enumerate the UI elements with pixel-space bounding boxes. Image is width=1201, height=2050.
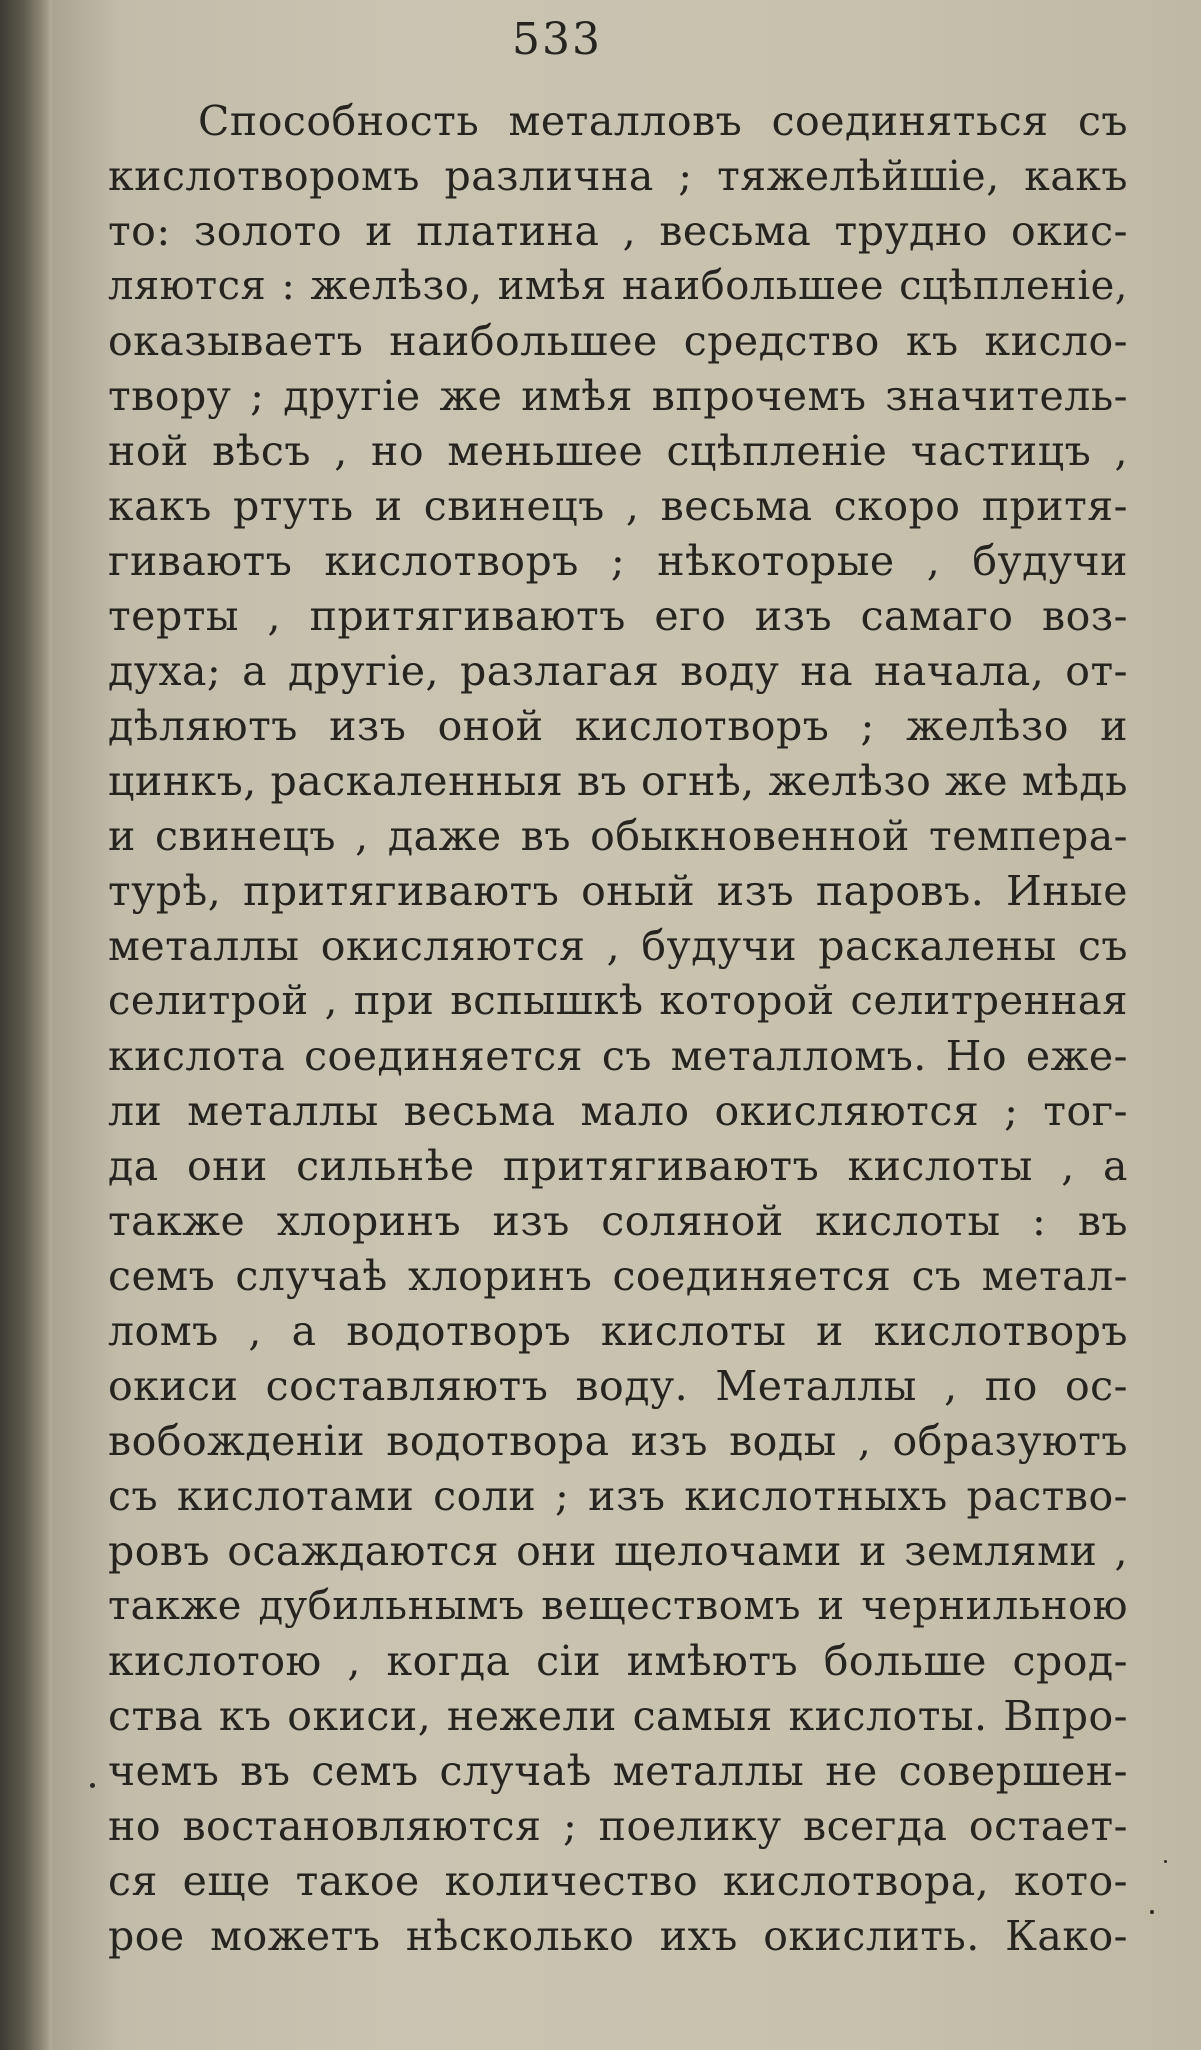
text-line: ровъ осаждаются они щелочами и землями , [108, 1527, 1128, 1575]
text-line: съ кислотами соли ; изъ кислотныхъ раство- [108, 1472, 1128, 1520]
text-line: и свинецъ , даже въ обыкновенной темпера- [108, 812, 1128, 860]
book-spine-shadow [0, 0, 52, 2050]
ink-speck [1150, 1910, 1154, 1914]
text-line: кислотою , когда сіи имѣютъ больше срод- [108, 1637, 1128, 1685]
text-line: ляются : желѣзо, имѣя наибольшее сцѣпленіе, [108, 263, 1128, 309]
text-line: то: золото и платина , весьма трудно окис- [108, 207, 1128, 255]
text-line: также хлоринъ изъ соляной кислоты : въ [108, 1197, 1128, 1245]
text-line: да они сильнѣе притягиваютъ кислоты , а [108, 1142, 1128, 1190]
text-line: оказываетъ наибольшее средство къ кисло- [108, 317, 1128, 365]
text-line: какъ ртуть и свинецъ , весьма скоро притя- [108, 482, 1128, 530]
text-line: ной вѣсъ , но меньшее сцѣпленіе частицъ , [108, 427, 1128, 475]
text-line: окиси составляютъ воду. Металлы , по ос- [108, 1362, 1128, 1410]
text-line: ли металлы весьма мало окисляются ; тог- [108, 1087, 1128, 1135]
text-line: селитрой , при вспышкѣ которой селитренная [108, 978, 1128, 1024]
text-line: вобожденіи водотвора изъ воды , образуютъ [108, 1417, 1128, 1465]
text-line: терты , притягиваютъ его изъ самаго воз- [108, 592, 1128, 640]
text-line: рое можетъ нѣсколько ихъ окислить. Како- [108, 1912, 1128, 1960]
text-line: ся еще такое количество кислотвора, кото- [108, 1857, 1128, 1905]
text-line: но востановляются ; поелику всегда остает- [108, 1802, 1128, 1850]
text-line: твору ; другіе же имѣя впрочемъ значитель- [108, 372, 1128, 420]
ink-speck [1164, 1860, 1167, 1863]
book-page [52, 0, 1201, 2050]
text-line: дѣляютъ изъ оной кислотворъ ; желѣзо и [108, 702, 1128, 750]
text-line: кислотворомъ различна ; тяжелѣйшіе, какъ [108, 152, 1128, 200]
text-line: также дубильнымъ веществомъ и чернильною [108, 1583, 1128, 1629]
text-line: ства къ окиси, нежели самыя кислоты. Впро- [108, 1692, 1128, 1740]
text-line: ломъ , а водотворъ кислоты и кислотворъ [108, 1307, 1128, 1355]
body-text [108, 94, 1128, 1964]
page-number: 533 [512, 14, 602, 65]
text-line: чемъ въ семъ случаѣ металлы не совершен- [108, 1747, 1128, 1795]
text-line: духа; а другіе, разлагая воду на начала, от- [108, 647, 1128, 695]
text-line: кислота соединяется съ металломъ. Но еже- [108, 1032, 1128, 1080]
text-line: цинкъ, раскаленныя въ огнѣ, желѣзо же мѣдь [108, 757, 1128, 805]
text-line: гиваютъ кислотворъ ; нѣкоторые , будучи [108, 537, 1128, 585]
ink-speck [90, 1783, 95, 1788]
text-line: Способность металловъ соединяться съ [198, 97, 1128, 145]
text-line: турѣ, притягиваютъ оный изъ паровъ. Иные [108, 867, 1128, 915]
text-line: металлы окисляются , будучи раскалены съ [108, 922, 1128, 970]
text-line: семъ случаѣ хлоринъ соединяется съ метал- [108, 1252, 1128, 1300]
